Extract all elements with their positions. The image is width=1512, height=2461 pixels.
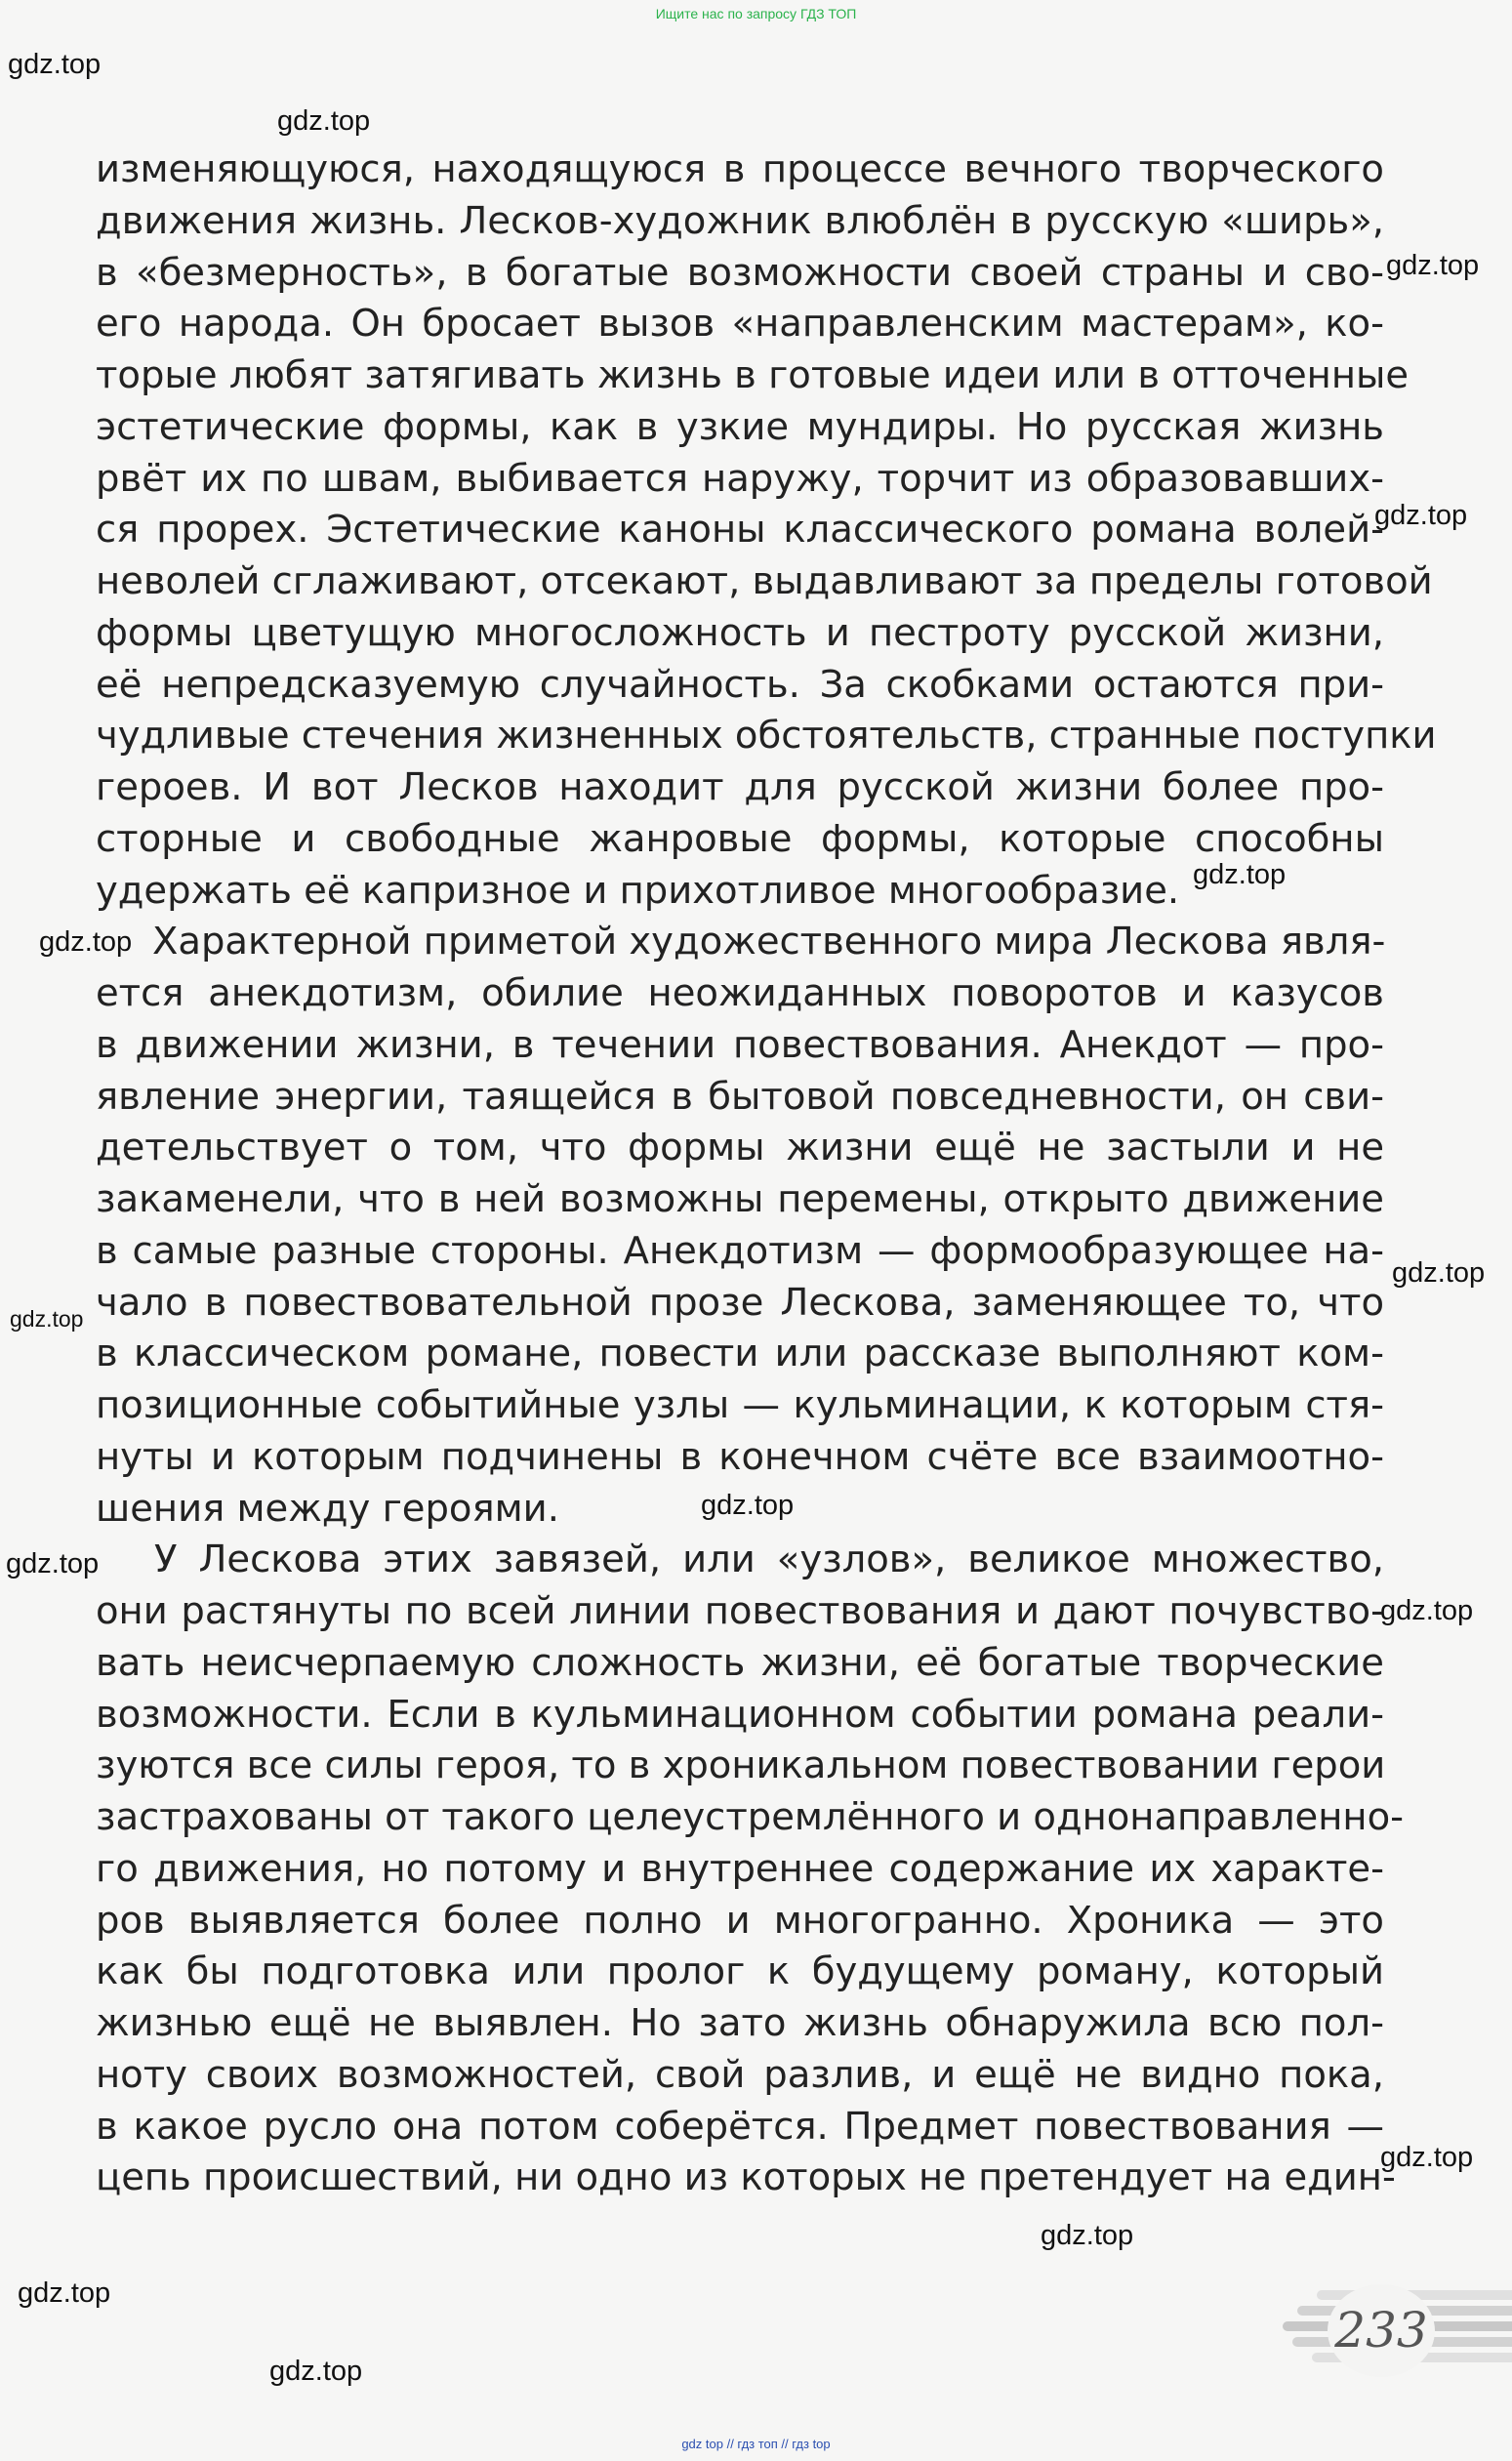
- watermark: gdz.top: [701, 1490, 795, 1521]
- header-banner[interactable]: Ищите нас по запросу ГДЗ ТОП: [655, 6, 857, 21]
- text-line: шения между героями.: [96, 1486, 559, 1531]
- page-number-badge: [1279, 2284, 1512, 2377]
- watermark: gdz.top: [18, 2277, 111, 2309]
- text-line: рвёт их по швам, выбивается наружу, торчит из образовавших-: [96, 456, 1384, 501]
- text-line: возможности. Если в кульминационном событии романа реали-: [96, 1692, 1384, 1737]
- watermark: gdz.top: [269, 2356, 363, 2387]
- text-line: го движения, но потому и внутреннее содержание их характе-: [96, 1846, 1384, 1891]
- text-line: в «безмерность», в богатые возможности своей страны и сво-: [96, 250, 1384, 295]
- text-line: детельствует о том, что формы жизни ещё не застыли и не: [96, 1126, 1384, 1170]
- watermark: gdz.top: [1380, 2142, 1474, 2173]
- text-line: нуты и которым подчинены в конечном счёте все взаимоотно-: [96, 1434, 1384, 1479]
- text-line: в самые разные стороны. Анекдотизм — формообразующее на-: [96, 1228, 1384, 1273]
- watermark: gdz.top: [1386, 250, 1480, 281]
- watermark: gdz.top: [1041, 2220, 1134, 2251]
- text-line: сторные и свободные жанровые формы, которые способны: [96, 816, 1384, 861]
- text-line: ется анекдотизм, обилие неожиданных поворотов и казусов: [96, 971, 1384, 1015]
- footer-banner[interactable]: gdz top // гдз топ // гдз top: [681, 2437, 831, 2451]
- watermark: gdz.top: [6, 1548, 100, 1579]
- text-line: в классическом романе, повести или рассказе выполняют ком-: [96, 1332, 1384, 1376]
- text-line: изменяющуюся, находящуюся в процессе вечного творческого: [96, 147, 1384, 191]
- text-line: неволей сглаживают, отсекают, выдавливают за пределы готовой: [96, 559, 1433, 603]
- text-line: героев. И вот Лесков находит для русской жизни более про-: [96, 765, 1384, 809]
- text-line: Характерной приметой художественного мира Лескова явля-: [152, 920, 1386, 964]
- text-line: движения жизнь. Лесков-художник влюблён в русскую «ширь»,: [96, 198, 1384, 243]
- text-line: ся прорех. Эстетические каноны классического романа волей-: [96, 508, 1384, 553]
- text-line: её непредсказуемую случайность. За скобками остаются при-: [96, 662, 1384, 707]
- text-line: как бы подготовка или пролог к будущему роману, который: [96, 1949, 1384, 1994]
- text-line: позиционные событийные узлы — кульминации, к которым стя-: [96, 1383, 1384, 1427]
- text-line: зуются все силы героя, то в хроникальном повествовании герои: [96, 1743, 1386, 1788]
- text-line: застрахованы от такого целеустремлённого и однонаправленно-: [96, 1795, 1405, 1839]
- watermark: gdz.top: [1374, 500, 1468, 531]
- text-line: жизнью ещё не выявлен. Но зато жизнь обнаружила всю пол-: [96, 2001, 1384, 2045]
- text-line: чало в повествовательной прозе Лескова, заменяющее то, что: [96, 1280, 1384, 1325]
- text-line: формы цветущую многосложность и пестроту русской жизни,: [96, 610, 1384, 655]
- watermark: gdz.top: [10, 1306, 84, 1332]
- text-line: чудливые стечения жизненных обстоятельств, странные поступки: [96, 714, 1437, 759]
- watermark: gdz.top: [1380, 1595, 1474, 1626]
- text-line: его народа. Он бросает вызов «направленским мастерам», ко-: [96, 302, 1384, 347]
- text-line: торые любят затягивать жизнь в готовые идеи или в отточенные: [96, 353, 1410, 397]
- text-line: вать неисчерпаемую сложность жизни, её богатые творческие: [96, 1640, 1384, 1685]
- watermark: gdz.top: [8, 49, 102, 80]
- text-line: закаменели, что в ней возможны перемены, открыто движение: [96, 1177, 1384, 1221]
- watermark: gdz.top: [277, 105, 371, 137]
- text-line: явление энергии, таящейся в бытовой повседневности, он сви-: [96, 1074, 1384, 1119]
- watermark: gdz.top: [1193, 859, 1287, 890]
- text-line: в движении жизни, в течении повествования. Анекдот — про-: [96, 1022, 1384, 1067]
- text-line: они растянуты по всей линии повествования и дают почувство-: [96, 1589, 1384, 1633]
- text-line: У Лескова этих завязей, или «узлов», великое множество,: [154, 1538, 1384, 1582]
- page-number: 233: [1328, 2284, 1435, 2377]
- text-line: эстетические формы, как в узкие мундиры. Но русская жизнь: [96, 404, 1384, 449]
- watermark: gdz.top: [1392, 1257, 1486, 1289]
- text-line: в какое русло она потом соберётся. Предмет повествования —: [96, 2104, 1384, 2149]
- text-line: цепь происшествий, ни одно из которых не претендует на един-: [96, 2155, 1396, 2200]
- text-line: ров выявляется более полно и многогранно. Хроника — это: [96, 1898, 1384, 1943]
- text-line: удержать её капризное и прихотливое многообразие.: [96, 868, 1180, 913]
- watermark: gdz.top: [39, 926, 133, 958]
- text-line: ноту своих возможностей, свой разлив, и ещё не видно пока,: [96, 2052, 1384, 2097]
